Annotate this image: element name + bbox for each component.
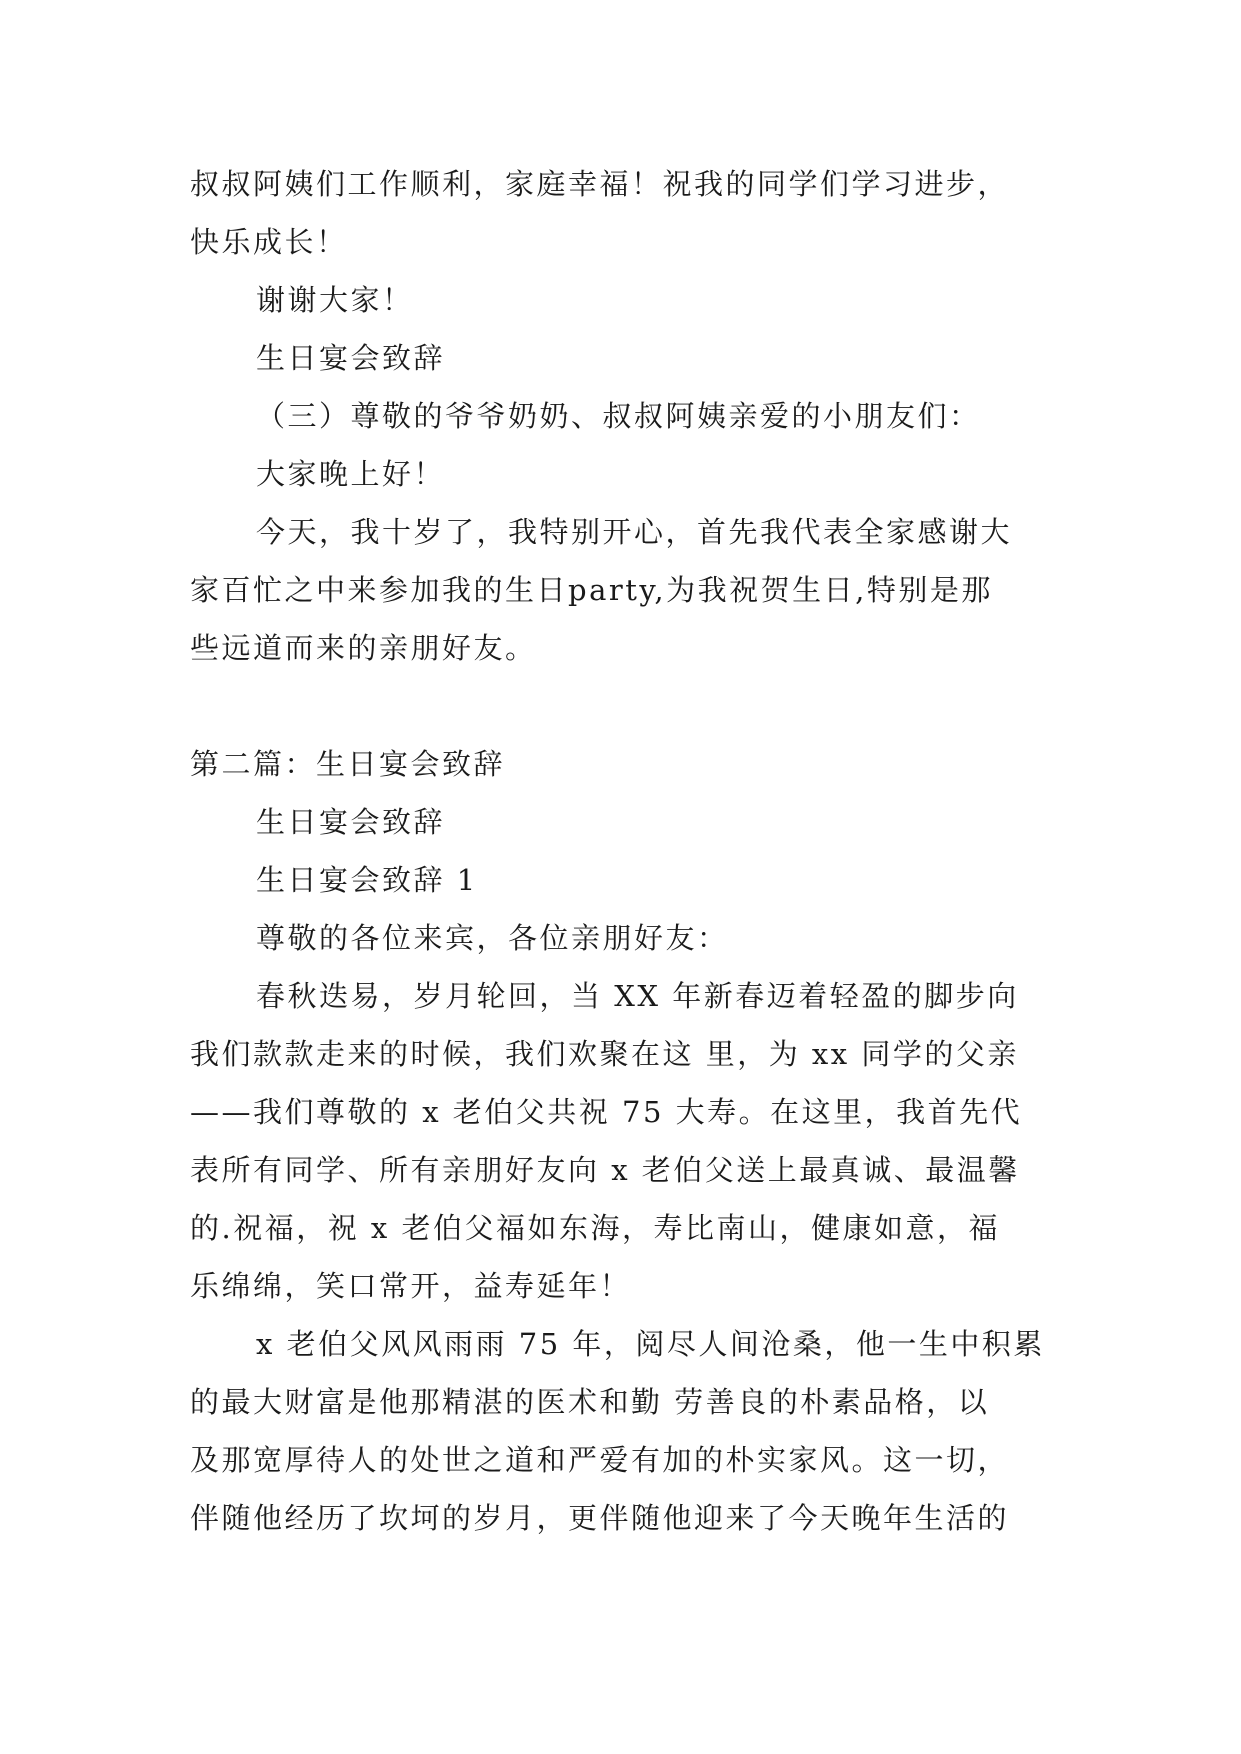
chapter-title: 第二篇：生日宴会致辞 — [190, 747, 506, 781]
text-line: （三）尊敬的爷爷奶奶、叔叔阿姨亲爱的小朋友们： — [256, 399, 981, 433]
text-line: 的.祝福，祝 x 老伯父福如东海，寿比南山，健康如意，福 — [190, 1211, 1001, 1245]
section-heading: 生日宴会致辞 1 — [256, 863, 478, 897]
text-line: 春秋迭易，岁月轮回，当 XX 年新春迈着轻盈的脚步向 — [256, 979, 1019, 1013]
text-line: 谢谢大家！ — [256, 283, 414, 317]
text-line: 快乐成长！ — [190, 225, 348, 259]
text-line: 我们款款走来的时候，我们欢聚在这 里，为 xx 同学的父亲 — [190, 1037, 1019, 1071]
paragraph-gap — [190, 677, 1060, 735]
text-line: 表所有同学、所有亲朋好友向 x 老伯父送上最真诚、最温馨 — [190, 1153, 1020, 1187]
section-heading: 生日宴会致辞 — [256, 341, 446, 375]
text-line: 大家晚上好！ — [256, 457, 446, 491]
text-line: 乐绵绵，笑口常开，益寿延年！ — [190, 1269, 632, 1303]
text-line: 及那宽厚待人的处世之道和严爱有加的朴实家风。这一切， — [190, 1443, 1010, 1477]
text-line: 些远道而来的亲朋好友。 — [190, 631, 537, 665]
text-line: 尊敬的各位来宾，各位亲朋好友： — [256, 921, 729, 955]
text-line: 伴随他经历了坎坷的岁月，更伴随他迎来了今天晚年生活的 — [190, 1501, 1010, 1535]
text-line: 家百忙之中来参加我的生日party,为我祝贺生日,特别是那 — [190, 573, 993, 607]
text-line: x 老伯父风风雨雨 75 年，阅尽人间沧桑，他一生中积累 — [256, 1327, 1045, 1361]
text-line: 的最大财富是他那精湛的医术和勤 劳善良的朴素品格，以 — [190, 1385, 990, 1419]
document-body — [190, 155, 1060, 1547]
text-line: ——我们尊敬的 x 老伯父共祝 75 大寿。在这里，我首先代 — [190, 1095, 1023, 1129]
text-line: 今天，我十岁了，我特别开心，首先我代表全家感谢大 — [256, 515, 1013, 549]
text-line: 叔叔阿姨们工作顺利，家庭幸福！祝我的同学们学习进步， — [190, 167, 1010, 201]
section-heading: 生日宴会致辞 — [256, 805, 446, 839]
